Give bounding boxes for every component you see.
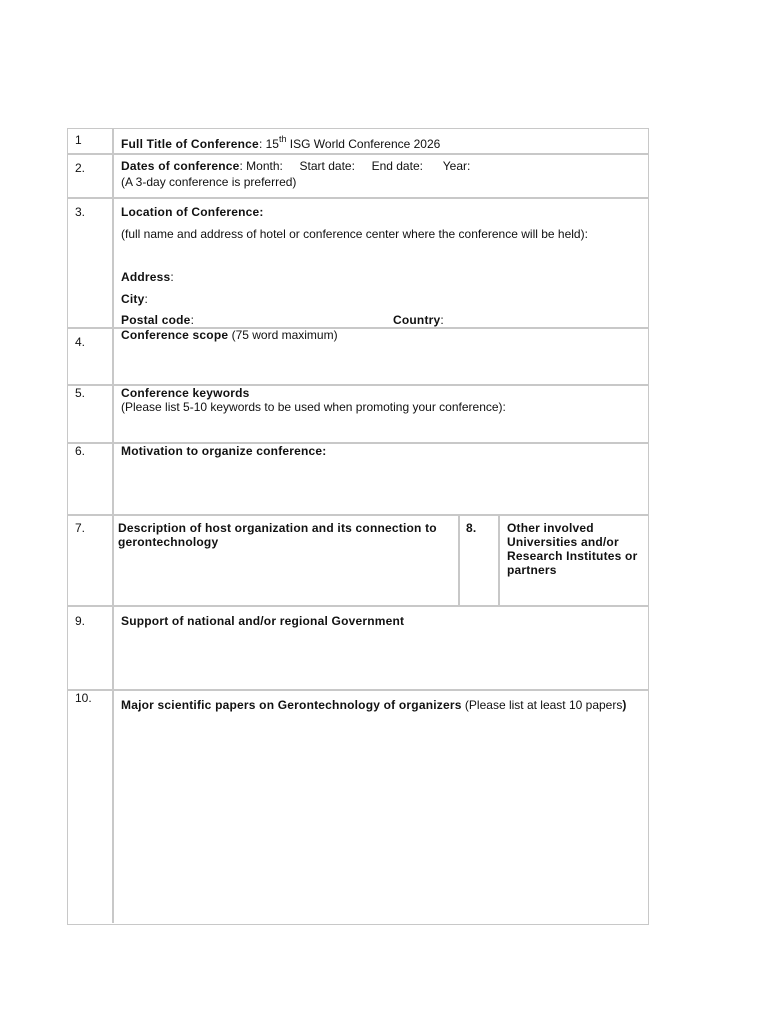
row-divider [68,689,648,691]
scientific-papers-close: ) [622,698,627,712]
postal-code-label: Postal code [121,313,191,327]
row7-divider [458,514,460,605]
host-description-label-line2: gerontechnology [118,535,219,549]
row-divider [68,153,648,155]
host-description-field[interactable] [118,521,437,535]
conference-dates-field[interactable] [121,159,470,173]
country-colon: : [440,313,444,327]
row-number: 7. [75,521,86,535]
scientific-papers-note: (Please list at least 10 papers [461,698,623,712]
number-column-divider [112,129,114,923]
row-divider [68,514,648,516]
address-colon: : [170,270,174,284]
location-label-text: Location of Conference: [121,205,264,219]
conference-scope-label: Conference scope [121,328,229,342]
row-number-8: 8. [466,521,477,535]
government-support-label: Support of national and/or regional Government [121,614,405,628]
city-label: City [121,292,145,306]
conference-title-value: ISG World Conference 2026 [286,137,441,151]
location-note: (full name and address of hotel or conference center where the conference will be held): [121,227,588,241]
host-description-label-line1: Description of host organization and its connection to [118,521,437,535]
row-number: 2. [75,161,86,175]
motivation-field[interactable] [121,444,327,458]
partners-field[interactable] [507,521,594,535]
row-number: 4. [75,335,86,349]
partners-line4 [507,563,557,577]
address-label: Address [121,270,171,284]
city-colon: : [144,292,148,306]
partners-label-line2: Universities and/or [507,535,619,549]
conference-scope-note: (75 word maximum) [228,328,338,342]
row-number: 5. [75,386,86,400]
keywords-label [121,386,250,400]
motivation-label: Motivation to organize conference: [121,444,327,458]
government-support-field[interactable] [121,614,404,628]
host-description-label-line2-wrap [118,535,218,549]
conference-dates-note: (A 3-day conference is preferred) [121,175,297,189]
keywords-note[interactable]: (Please list 5-10 keywords to be used when promoting your conference): [121,400,506,414]
country-field[interactable] [393,313,444,327]
keywords-label-text: Conference keywords [121,386,250,400]
city-field[interactable] [121,292,148,306]
ordinal-suffix: th [278,134,287,144]
row8-divider [498,514,500,605]
partners-label-line1: Other involved [507,521,594,535]
conference-scope-field[interactable] [121,328,338,342]
partners-line2 [507,535,619,549]
row-number: 10. [75,691,92,705]
row-divider [68,197,648,199]
address-field[interactable] [121,270,174,284]
postal-code-colon: : [190,313,194,327]
postal-code-field[interactable] [121,313,194,327]
country-label: Country [393,313,441,327]
conference-dates-label: Dates of conference [121,159,240,173]
scientific-papers-field[interactable] [121,698,627,712]
partners-label-line4: partners [507,563,557,577]
row-number: 1 [75,133,82,147]
scientific-papers-label: Major scientific papers on Gerontechnology of organizers [121,698,462,712]
row-divider [68,605,648,607]
row-number: 3. [75,205,86,219]
partners-line3 [507,549,637,563]
partners-label-line3: Research Institutes or [507,549,638,563]
location-label [121,205,264,219]
row-number: 9. [75,614,86,628]
row-number: 6. [75,444,86,458]
conference-title-label: Full Title of Conference [121,137,259,151]
conference-title-prefix: : 15 [258,137,279,151]
conference-dates-fields: : Month: Start date: End date: Year: [239,159,471,173]
conference-title-field[interactable] [121,134,441,151]
row-number [466,521,476,535]
